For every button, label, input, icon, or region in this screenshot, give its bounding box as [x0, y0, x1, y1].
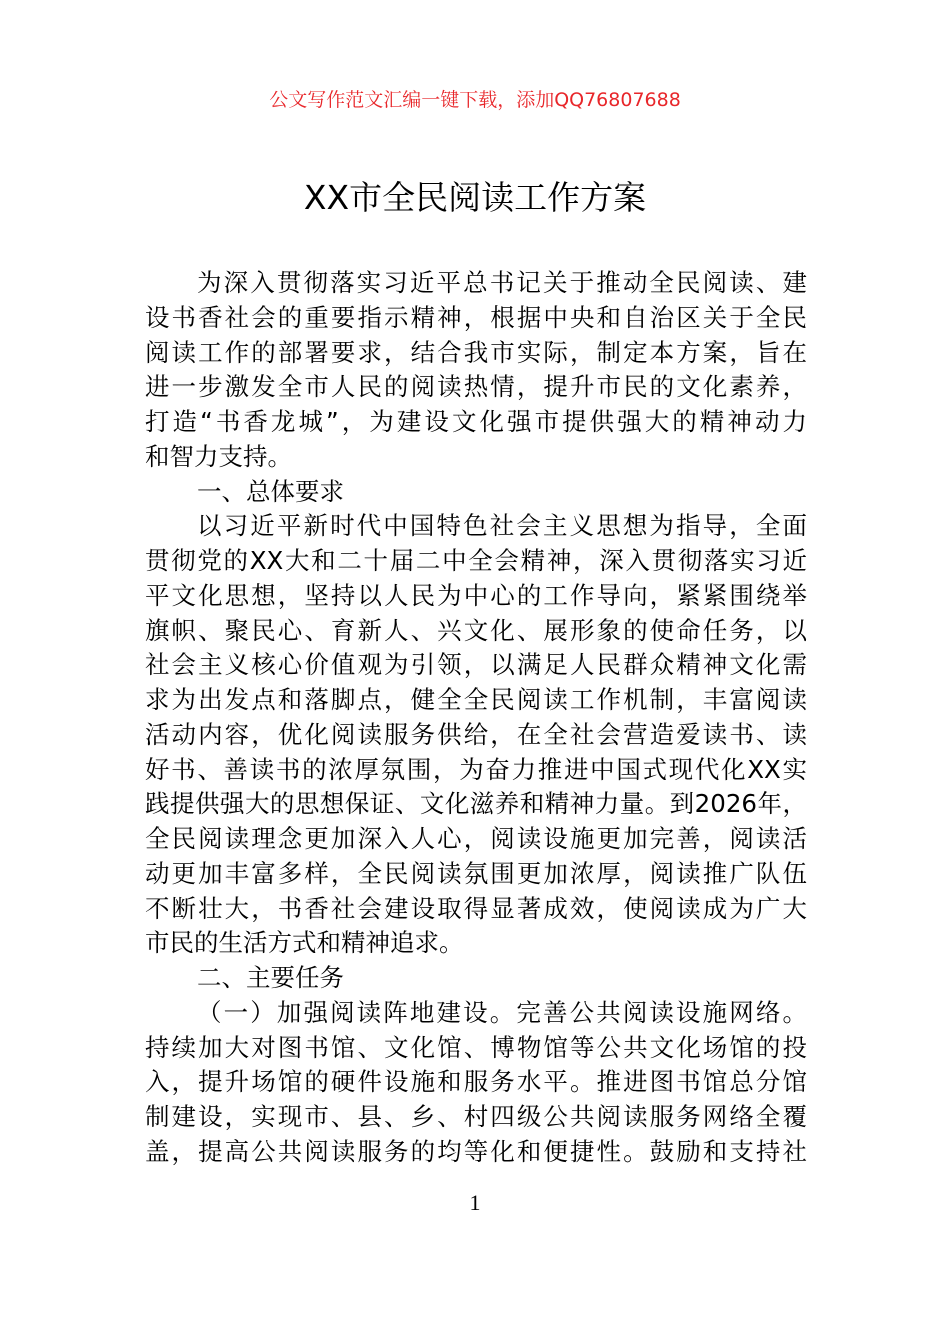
text-line: 市民的生活方式和精神追求。: [145, 928, 464, 958]
text-line: 打造“书香龙城”，为建设文化强市提供强大的精神动力: [145, 407, 807, 436]
paragraph: [145, 996, 807, 1170]
text-line: 不断壮大，书香社会建设取得显著成效，使阅读成为广大: [145, 893, 807, 923]
text-line: 动更加丰富多样，全民阅读氛围更加浓厚，阅读推广队伍: [145, 858, 807, 888]
text-line: 一、总体要求: [197, 476, 344, 506]
text-line: 以习近平新时代中国特色社会主义思想为指导，全面: [197, 511, 807, 541]
text-line: 社会主义核心价值观为引领，以满足人民群众精神文化需: [145, 650, 807, 680]
text-line: 阅读工作的部署要求，结合我市实际，制定本方案，旨在: [145, 337, 807, 367]
text-line: 求为出发点和落脚点，健全全民阅读工作机制，丰富阅读: [145, 685, 807, 714]
text-line: 全民阅读理念更加深入人心，阅读设施更加完善，阅读活: [145, 824, 807, 853]
document-title: XX市全民阅读工作方案: [303, 178, 647, 217]
text-line: 活动内容，优化阅读服务供给，在全社会营造爱读书、读: [145, 719, 807, 749]
text-line: 制建设，实现市、县、乡、村四级公共阅读服务网络全覆: [145, 1102, 807, 1131]
text-line: 为深入贯彻落实习近平总书记关于推动全民阅读、建: [197, 268, 807, 297]
page-number: 1: [469, 1190, 481, 1215]
text-line: 二、主要任务: [197, 963, 344, 992]
paragraph: [145, 475, 807, 510]
document-body: [145, 266, 807, 1170]
download-banner: 公文写作范文汇编一键下载，添加QQ76807688: [269, 89, 681, 111]
text-line: 贯彻党的XX大和二十届二中全会精神，深入贯彻落实习近: [145, 546, 807, 575]
text-line: 和智力支持。: [145, 441, 292, 471]
text-line: 好书、善读书的浓厚氛围，为奋力推进中国式现代化XX实: [145, 754, 807, 784]
text-line: 盖，提高公共阅读服务的均等化和便捷性。鼓励和支持社: [145, 1136, 807, 1166]
text-line: 旗帜、聚民心、育新人、兴文化、展形象的使命任务，以: [145, 615, 807, 645]
text-line: 入，提升场馆的硬件设施和服务水平。推进图书馆总分馆: [145, 1067, 807, 1097]
text-line: 践提供强大的思想保证、文化滋养和精神力量。到2026年，: [145, 789, 807, 819]
paragraph: [145, 961, 807, 996]
text-line: 设书香社会的重要指示精神，根据中央和自治区关于全民: [145, 302, 807, 332]
text-line: 持续加大对图书馆、文化馆、博物馆等公共文化场馆的投: [145, 1032, 807, 1062]
paragraph: [145, 509, 807, 961]
text-line: （一）加强阅读阵地建设。完善公共阅读设施网络。: [197, 997, 807, 1027]
text-line: 平文化思想，坚持以人民为中心的工作导向，紧紧围绕举: [145, 580, 807, 610]
paragraph: [145, 266, 807, 475]
text-line: 进一步激发全市人民的阅读热情，提升市民的文化素养，: [145, 372, 807, 402]
